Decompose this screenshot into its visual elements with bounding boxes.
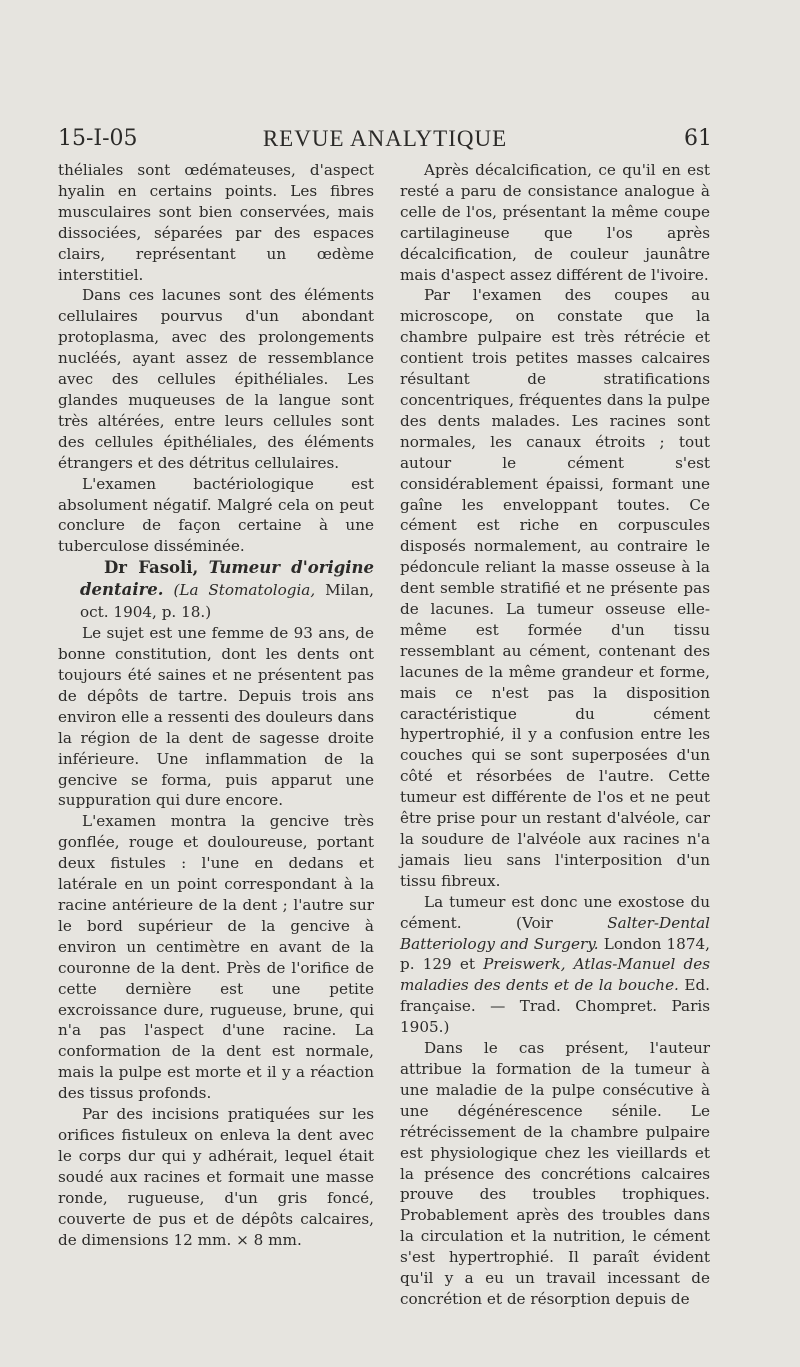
paragraph: Par des incisions pratiquées sur les orifices fistuleux on enleva la dent avec le corps dur qui y adhérait, lequel était soudé aux racines et formait une masse ronde, rugueuse, d'un gris foncé, couverte de pus et de dépôts calcaires, de dimensions 12 mm. × 8 mm. [58, 1105, 374, 1249]
header-date: 15-I-05 [58, 126, 138, 151]
right-column [400, 160, 710, 1310]
paragraph: Le sujet est une femme de 93 ans, de bonne constitution, dont les dents ont toujours été saines et ne présentent pas de dépôts de tartre. Depuis trois ans environ elle a ressenti des douleurs dans la région de la dent de sagesse droite inférieure. Une inflammation de la gencive se forma, puis apparut une suppuration qui dure encore. [58, 624, 374, 810]
article-heading [58, 557, 374, 623]
paragraph: Dans ces lacunes sont des éléments cellulaires pourvus d'un abondant protoplasma, avec des prolongements nucléés, ayant assez de ressemblance avec des cellules épithéliales. Les glandes muqueuses de la langue sont très altérées, entre leurs cellules sont des cellules épithéliales, des éléments étrangers et des détritus cellulaires. [58, 286, 374, 472]
article-author: Dr Fasoli, [104, 558, 199, 578]
page-number: 61 [684, 126, 712, 151]
article-source-details: Milan, oct. 1904, p. 18.) [80, 581, 375, 622]
paragraph: théliales sont œdémateuses, d'aspect hyalin en certains points. Les fibres musculaires sont bien conservées, mais dissociées, séparées par des espaces clairs, représentant un œdème interstitiel. [58, 161, 374, 284]
ref-citation: Salter-Dental Batteriology and Surgery. [400, 913, 710, 953]
ref-citation: Preiswerk, Atlas-Manuel des maladies des dents et de la bouche. [400, 955, 710, 995]
header-journal-title: REVUE ANALYTIQUE [262, 126, 508, 151]
paragraph: Après décalcification, ce qu'il en est resté a paru de consistance analogue à celle de l'os, présentant la même coupe cartilagineuse que l'os après décalcification, de couleur jaunâtre mais d'aspect assez différent de l'ivoire. [400, 161, 710, 284]
ref-text: London 1874, p. 129 et [400, 934, 710, 974]
paragraph: L'examen montra la gencive très gonflée, rouge et douloureuse, portant deux fistules : l'une en dedans et latérale en un point correspondant à la racine antérieure de la dent ; l'autre sur le bord supérieur de la gencive à environ un centimètre en avant de la couronne de la dent. Près de l'orifice de cette dernière est une petite excroissance dure, rugueuse, brune, qui n'a pas l'aspect d'une racine. La conformation de la dent est normale, mais la pulpe est morte et il y a réaction des tissus profonds. [58, 812, 374, 1103]
paragraph-references [400, 892, 710, 1038]
paragraph: L'examen bactériologique est absolument négatif. Malgré cela on peut conclure de façon certaine à une tuberculose disséminée. [58, 474, 374, 556]
article-source: (La Stomatologia, [173, 581, 316, 600]
article-title: Tumeur d'origine dentaire. [80, 558, 375, 600]
left-column [58, 160, 374, 1250]
running-header [58, 126, 712, 162]
ref-text: La tumeur est donc une exostose du cément. (Voir [400, 892, 710, 932]
paragraph: Par l'examen des coupes au microscope, on constate que la chambre pulpaire est très rétrécie et contient trois petites masses calcaires résultant de stratifications concentriques, fréquentes dans la pulpe des dents malades. Les racines sont normales, les canaux étroits ; tout autour le cément s'est considérablement épaissi, formant une gaîne les enveloppant toutes. Ce cément est riche en corpuscules disposés normalement, au contraire le pédoncule reliant la masse osseuse à la dent semble stratifié et ne présente pas de lacunes. La tumeur osseuse elle-même est formée d'un tissu ressemblant au cément, contenant des lacunes de la même grandeur et forme, mais ce n'est pas la disposition caractéristique du cément hypertrophié, il y a confusion entre les couches qui se sont superposées d'un côté et résorbées de l'autre. Cette tumeur est différente de l'os et ne peut être prise pour un restant d'alvéole, car la soudure de l'alvéole aux racines n'a jamais lieu sans l'interposition d'un tissu fibreux. [400, 286, 710, 890]
paragraph: Dans le cas présent, l'auteur attribue la formation de la tumeur à une maladie de la pulpe consécutive à une dégénérescence sénile. Le rétrécissement de la chambre pulpaire est physiologique chez les vieillards et la présence des concrétions calcaires prouve des troubles trophiques. Probablement après des troubles dans la circulation et la nutrition, le cément s'est hypertrophié. Il paraît évident qu'il y a eu un travail incessant de concrétion et de résorption depuis de [400, 1039, 710, 1308]
ref-text: Ed. française. — Trad. Chompret. Paris 1905.) [400, 976, 710, 1037]
